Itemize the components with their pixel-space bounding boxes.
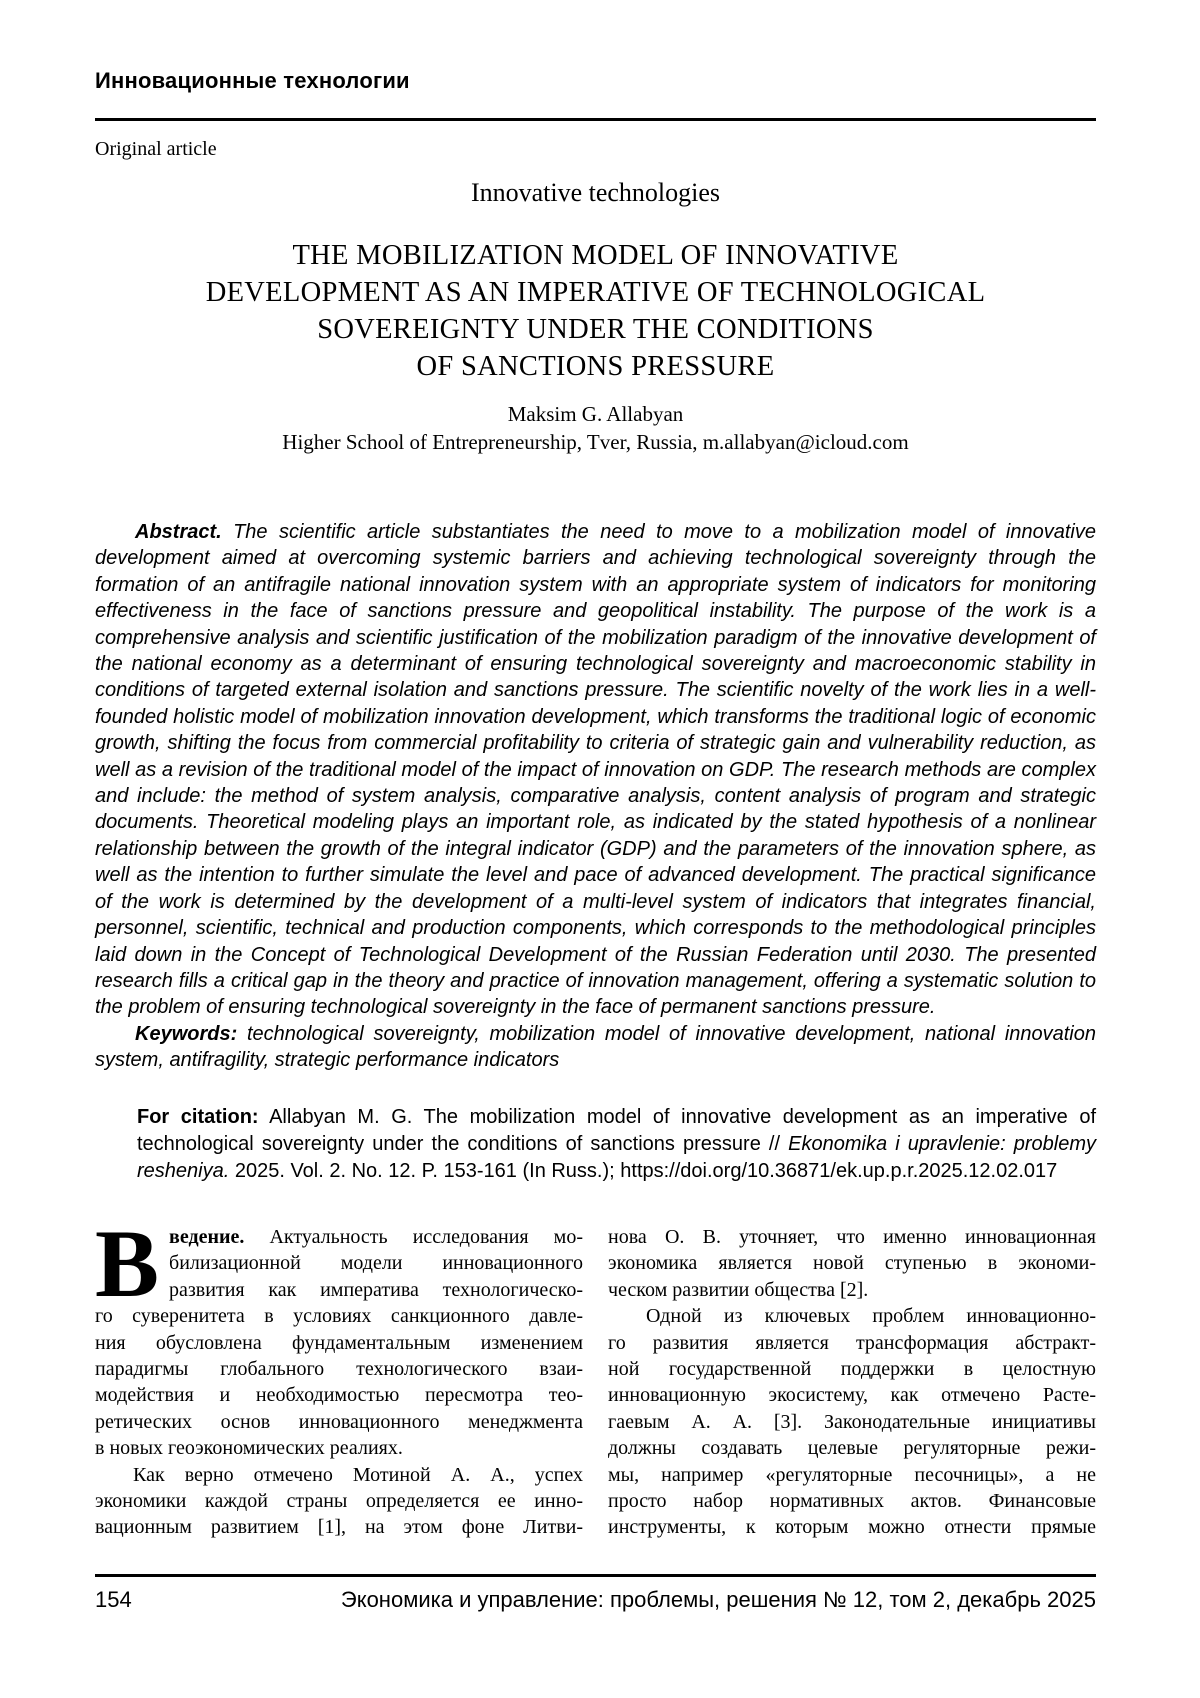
citation-journal-name: Ekonomika i upravlenie: problemy resheniya. [137,1133,1096,1182]
section-header: Инновационные технологии [95,68,410,93]
body-line: мы, например «регуляторные песочницы», а не [608,1463,1096,1486]
body-line: го суверенитета в условиях санкционного давле- [95,1305,583,1328]
body-line [95,1224,583,1250]
body-line: ной государственной поддержки в целостную [608,1358,1096,1381]
body-line: просто набор нормативных актов. Финансовые [608,1490,1096,1513]
title-line: THE MOBILIZATION MODEL OF INNOVATIVE [292,240,899,271]
page-header [0,0,1200,455]
body-line: ретических основ инновационного менеджмента [95,1410,583,1433]
keywords-text: technological sovereignty, mobilization model of innovative development, national innovation system, antifragility, strategic performance indicators [95,1022,1097,1072]
article-title [95,237,1096,385]
title-line: OF SANCTIONS PRESSURE [416,351,775,382]
body-line: гаевым А. А. [3]. Законодательные инициативы [608,1410,1096,1433]
section-title-en: Innovative technologies [470,178,721,207]
body-line: инструменты, к которым можно отнести прямые [608,1516,1096,1539]
author-affiliation: Higher School of Entrepreneurship, Tver, Russia, m.allabyan@icloud.com [282,430,909,454]
abstract-paragraph [95,519,1096,1021]
citation-label: For citation: [137,1106,259,1128]
lead-word: ведение. [169,1226,245,1248]
citation-tail: 2025. Vol. 2. No. 12. P. 153-161 (In Russ.); https://doi.org/10.36871/ek.up.p.r.2025.12.02.017 [234,1160,1058,1182]
body-line: экономика является новой ступенью в экономи- [608,1252,1096,1275]
abstract-label: Abstract. [135,521,222,543]
body-columns [95,1210,1096,1541]
body-line: билизационной модели инновационного [169,1252,583,1275]
body-line: должны создавать целевые регуляторные режи- [608,1437,1096,1460]
column-left [95,1210,583,1541]
page-number: 154 [95,1587,132,1612]
body-line: модействия и необходимостью пересмотра тео- [95,1384,583,1407]
keywords-paragraph [95,1021,1096,1074]
body-line: ния обусловлена фундаментальным изменением [95,1331,583,1354]
body-line: нова О. В. уточняет, что именно инновационная [608,1226,1096,1248]
author-name: Maksim G. Allabyan [507,402,684,426]
column-right [608,1224,1096,1541]
citation-paragraph [137,1104,1096,1185]
body-line-text: Актуальность исследования мо- [269,1226,583,1248]
body-line: Одной из ключевых проблем инновационно- [646,1305,1096,1328]
header-rule [95,118,1096,121]
body-line: Как верно отмечено Мотиной А. А., успех [133,1463,583,1486]
footer-row [95,1587,1096,1613]
keywords-label: Keywords: [135,1022,238,1045]
body-line: ческом развитии общества [2]. [608,1278,869,1301]
body-line: вационным развитием [1], на этом фоне Литви- [95,1516,583,1539]
body-line: инновационную экосистему, как отмечено Расте- [608,1384,1096,1407]
footer [95,1574,1096,1613]
body-line: парадигмы глобального технологического взаи- [95,1358,583,1381]
body-line: экономики каждой страны определяется ее инно- [95,1490,583,1513]
article-type-label: Original article [95,138,217,160]
drop-cap: В [95,1210,160,1317]
body-line: в новых геоэкономических реалиях. [95,1437,403,1460]
abstract-text: The scientific article substantiates the need to move to a mobilization model of innovative development aimed at overcoming systemic barriers and achieving technological sovereignty through the formation of an antifragile national innovation system with an appropriate system of indicators for monitoring effectiveness in the face of sanctions pressure and geopolitical instability. The purpose of the work is a comprehensive analysis and scientific justification of the mobilization paradigm of the innovative development of the national economy as a determinant of ensuring technological sovereignty and macroeconomic stability in conditions of targeted external isolation and sanctions pressure. The scientific novelty of the work lies in a well-founded holistic model of mobilization innovation development, which transforms the traditional logic of economic growth, shifting the focus from commercial profitability to criteria of strategic gain and vulnerability reduction, as well as a revision of the traditional model of the impact of innovation on GDP. The research methods are complex and include: the method of system analysis, comparative analysis, content analysis of program and strategic documents. Theoretical modeling plays an important role, as indicated by the stated hypothesis of a nonlinear relationship between the growth of the integral indicator (GDP) and the parameters of the innovation sphere, as well as the intention to further simulate the level and pace of advanced development. The practical significance of the work is determined by the development of a multi-level system of indicators that integrates financial, personnel, scientific, technical and production components, which corresponds to the methodological principles laid down in the Concept of Technological Development of the Russian Federation until 2030. The presented research fills a critical gap in the theory and practice of innovation management, offering a systematic solution to the problem of ensuring technological sovereignty in the face of permanent sanctions pressure. [95,521,1096,1019]
citation-text: Allabyan M. G. The mobilization model of innovative development as an imperative of technological sovereignty under the conditions of sanctions pressure // [137,1106,1097,1155]
body-line: развития как императива технологическо- [169,1278,583,1301]
title-line: SOVEREIGNTY UNDER THE CONDITIONS [317,314,874,345]
abstract-section [95,519,1096,1074]
citation-block [137,1104,1096,1185]
body-line: го развития является трансформация абстракт- [608,1331,1096,1354]
title-line: DEVELOPMENT AS AN IMPERATIVE OF TECHNOLOGICAL [205,277,986,308]
journal-footer-line: Экономика и управление: проблемы, решения № 12, том 2, декабрь 2025 [340,1587,1096,1612]
